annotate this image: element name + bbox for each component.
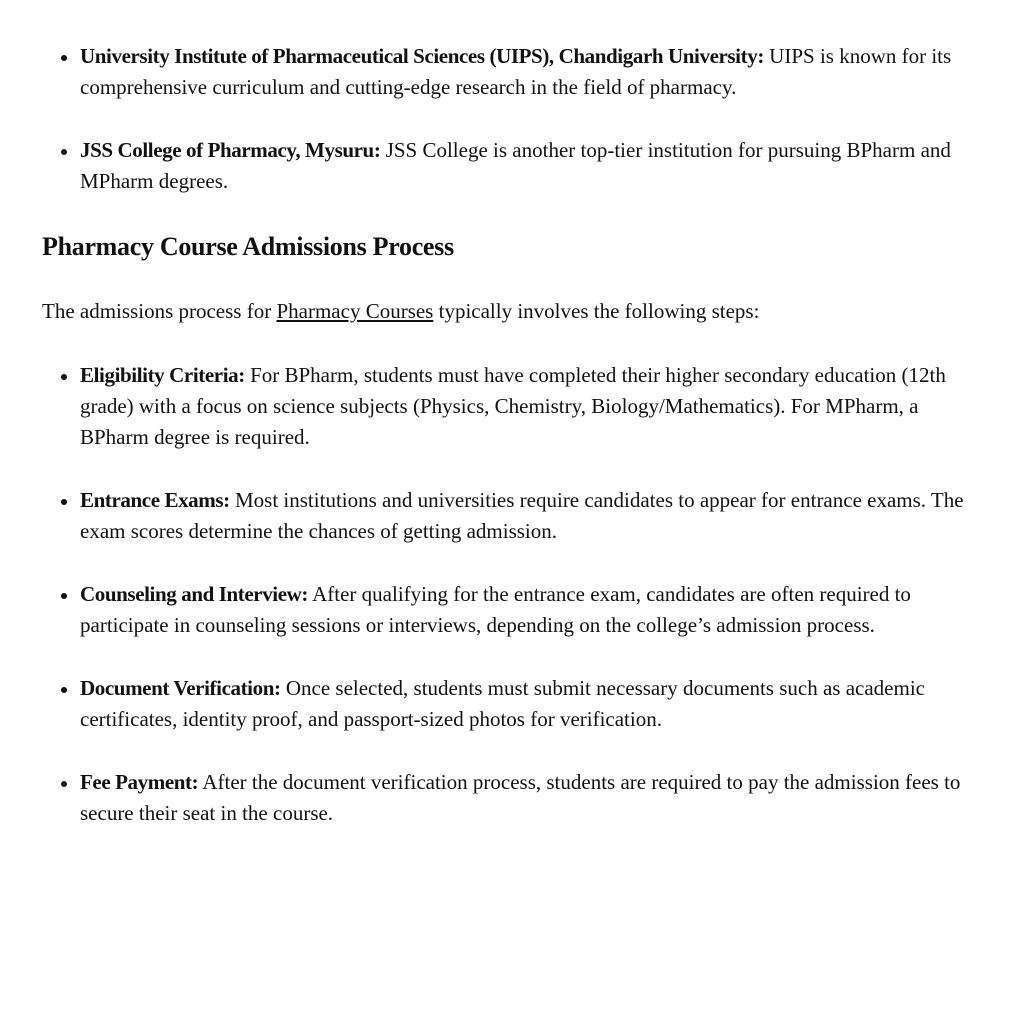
- list-item-term: Document Verification:: [80, 676, 281, 700]
- intro-text-before: The admissions process for: [42, 299, 277, 323]
- list-item-term: Entrance Exams:: [80, 488, 230, 512]
- list-item-jss: [0, 135, 1024, 197]
- section-heading: Pharmacy Course Admissions Process: [42, 232, 454, 261]
- pharmacy-courses-link[interactable]: Pharmacy Courses: [276, 299, 434, 323]
- intro-text-after: typically involves the following steps:: [433, 299, 760, 323]
- list-item-counseling: [0, 579, 1024, 641]
- list-item-text: UIPS is known for its comprehensive curriculum and cutting-edge research in the field of pharmacy.: [80, 44, 952, 99]
- list-item-text: After the document verification process, students are required to pay the admission fees to secure their seat in the course.: [80, 770, 961, 825]
- list-item-fee-payment: [0, 767, 1024, 829]
- list-item-uips: [0, 41, 1024, 103]
- admission-steps-list: [0, 360, 1024, 829]
- list-item-text: Once selected, students must submit necessary documents such as academic certificates, identity proof, and passport-sized photos for verification.: [80, 676, 925, 731]
- list-item-document-verification: [0, 673, 1024, 735]
- list-item-term: Counseling and Interview:: [80, 582, 309, 606]
- list-item-term: Eligibility Criteria:: [80, 363, 245, 387]
- college-list: [0, 41, 1024, 197]
- list-item-term: Fee Payment:: [80, 770, 199, 794]
- list-item-eligibility: [0, 360, 1024, 453]
- list-item-text: For BPharm, students must have completed their higher secondary education (12th grade) with a focus on science subjects (Physics, Chemistry, Biology/Mathematics). For MPharm, a BPharm degree is required.: [80, 363, 946, 449]
- intro-paragraph: [42, 296, 1002, 327]
- list-item-entrance-exams: [0, 485, 1024, 547]
- list-item-text: After qualifying for the entrance exam, candidates are often required to participate in counseling sessions or interviews, depending on the college’s admission process.: [80, 582, 911, 637]
- list-item-term: JSS College of Pharmacy, Mysuru:: [80, 138, 381, 162]
- list-item-text: Most institutions and universities require candidates to appear for entrance exams. The exam scores determine the chances of getting admission.: [80, 488, 964, 543]
- list-item-term: University Institute of Pharmaceutical Sciences (UIPS), Chandigarh University:: [80, 44, 764, 68]
- list-item-text: JSS College is another top-tier institution for pursuing BPharm and MPharm degrees.: [80, 138, 951, 193]
